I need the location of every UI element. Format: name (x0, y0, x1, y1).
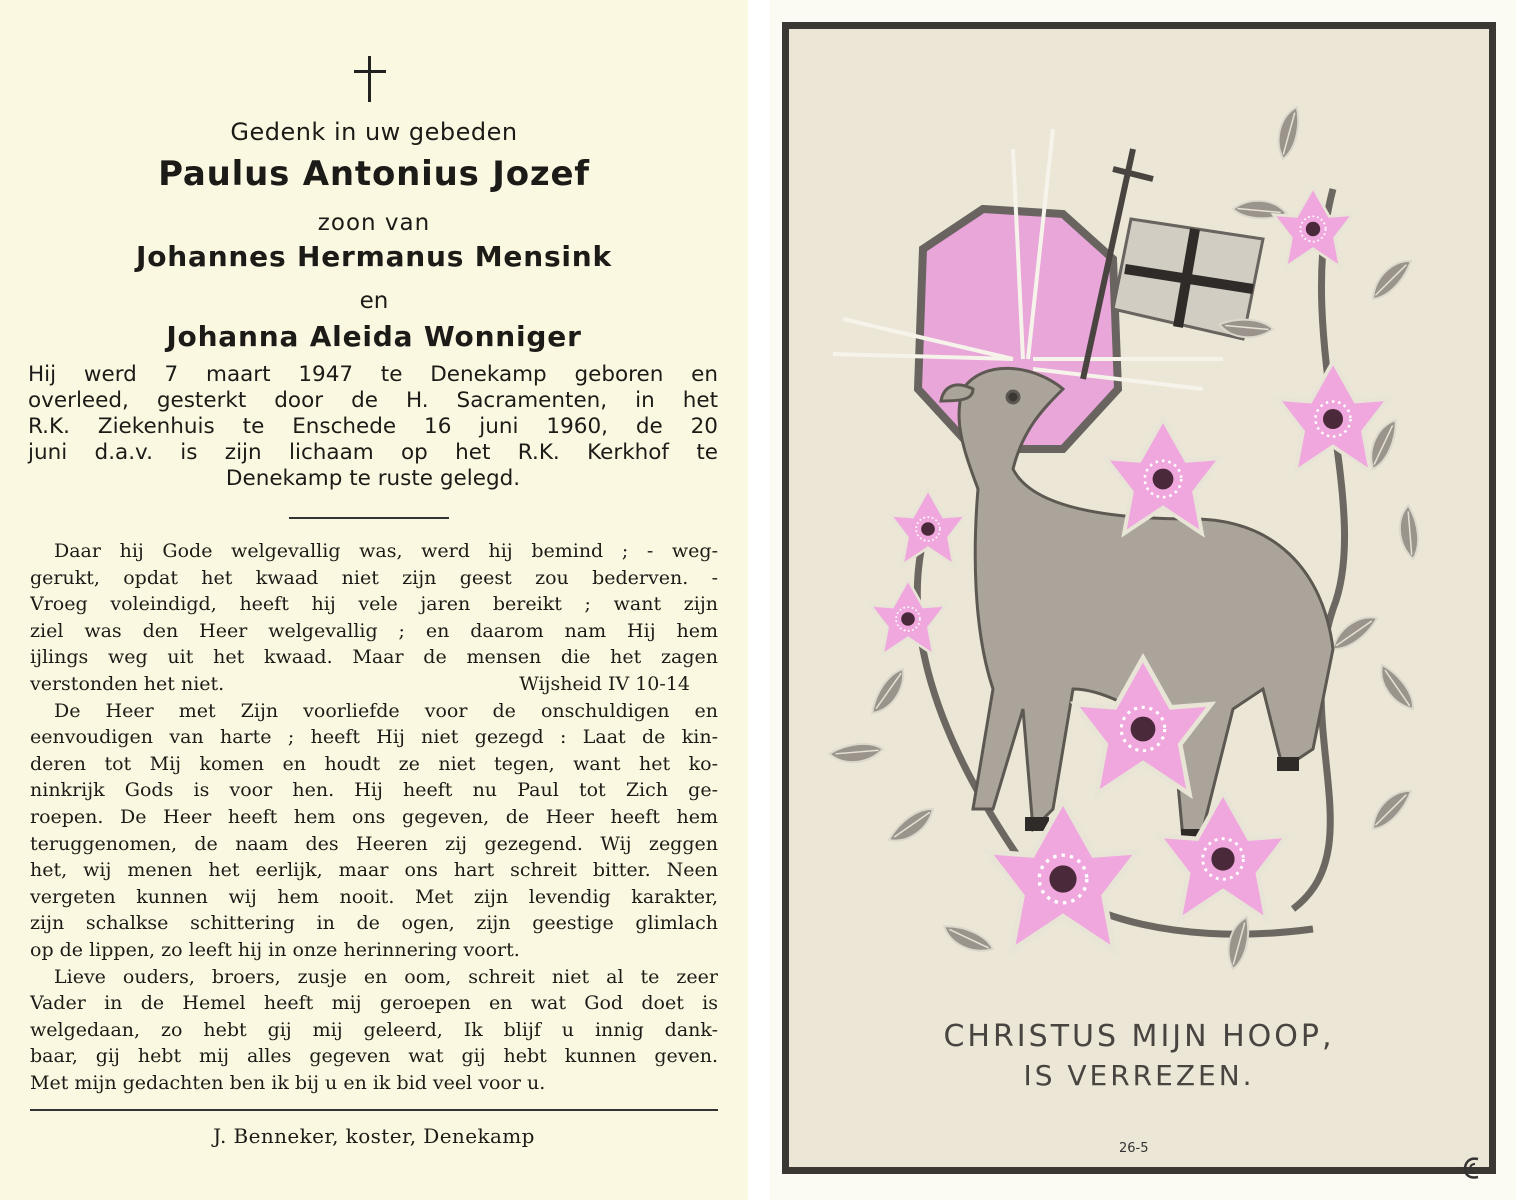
bio-line: Denekamp te ruste gelegd. (225, 466, 521, 491)
text-line: op de lippen, zo leeft hij in onze herinnering voort. (30, 938, 520, 961)
intro-line: Gedenk in uw gebeden (230, 118, 518, 146)
text-line: eenvoudigen van harte ; heeft Hij niet gezegd : Laat de kin- (30, 726, 718, 749)
cross-icon (352, 56, 388, 104)
and-line: en (359, 288, 389, 314)
memorial-card-image-side (770, 0, 1516, 1200)
text-line: welgedaan, zo hebt gij mij geleerd, Ik blijf u innig dank- (30, 1018, 718, 1041)
text-line: baar, gij hebt mij alles gegeven wat gij hebt kunnen geven. (30, 1045, 718, 1068)
text-line-with-source (30, 671, 718, 698)
bio-line: overleed, gesterkt door de H. Sacramenten, in het (28, 388, 718, 413)
text-line: deren tot Mij komen en houdt ze niet tegen, want het ko- (30, 752, 718, 775)
text-line: Vader in de Hemel heeft mij geroepen en wat God doet is (30, 992, 718, 1015)
biography-paragraph (28, 362, 718, 492)
memorial-card-text-side (0, 0, 748, 1200)
printer-credit: J. Benneker, koster, Denekamp (213, 1124, 535, 1148)
text-line: gerukt, opdat het kwaad niet zijn geest zou bederven. - (30, 566, 718, 589)
picture-frame (782, 22, 1496, 1174)
lamb-of-god-illustration (813, 89, 1473, 989)
text-line: Met mijn gedachten ben ik bij u en ik bid veel voor u. (30, 1071, 546, 1094)
text-line: Daar hij Gode welgevallig was, werd hij bemind ; - weg- (54, 540, 718, 562)
card-gutter (748, 0, 770, 1200)
deceased-name: Paulus Antonius Jozef (158, 154, 590, 194)
bio-line: Hij werd 7 maart 1947 te Denekamp geboren en (28, 362, 718, 387)
scripture-reference: Wijsheid IV 10-14 (519, 672, 690, 695)
text-line: vergeten kunnen wij hem nooit. Met zijn levendig karakter, (30, 885, 718, 908)
text-line: De Heer met Zijn voorliefde voor de onschuldigen en (54, 699, 718, 722)
text-line: roepen. De Heer heeft hem ons gegeven, de Heer heeft hem (30, 805, 718, 828)
text-line: zijn schalkse schittering in de ogen, zijn geestige glimlach (30, 912, 718, 935)
divider-short (289, 517, 449, 519)
text-line: ziel was den Heer welgevallig ; en daarom nam Hij hem (30, 619, 718, 642)
text-line: ijlings weg uit het kwaad. Maar de mensen die het zagen (30, 646, 718, 669)
motto-line-2: IS VERREZEN. (1023, 1059, 1255, 1092)
mother-name: Johanna Aleida Wonniger (166, 320, 582, 353)
text-line: Lieve ouders, broers, zusje en oom, schreit niet al te zeer (54, 965, 718, 988)
print-code: 26-5 (1119, 1141, 1149, 1156)
motto-line-1: CHRISTUS MIJN HOOP, (943, 1019, 1335, 1054)
text-line: teruggenomen, de naam des Heeren zij gezegend. Wij zeggen (30, 832, 718, 855)
scripture-and-farewell-text (30, 538, 718, 1096)
father-name: Johannes Hermanus Mensink (136, 240, 612, 273)
text-line-end: verstonden het niet. (30, 672, 225, 695)
divider-long (30, 1109, 718, 1111)
bio-line: R.K. Ziekenhuis te Enschede 16 juni 1960, de 20 (28, 414, 718, 439)
text-line: Vroeg voleindigd, heeft hij vele jaren bereikt ; want zijn (30, 593, 718, 616)
bio-line: juni d.a.v. is zijn lichaam op het R.K. Kerkhof te (28, 440, 718, 465)
son-of-line: zoon van (317, 210, 431, 236)
text-line: ninkrijk Gods is voor hen. Hij heeft nu Paul tot Zich ge- (30, 779, 718, 802)
publisher-mark-icon (1463, 1155, 1481, 1181)
text-line: het, wij menen het eerlijk, maar ons hart schreit bitter. Neen (30, 859, 718, 882)
